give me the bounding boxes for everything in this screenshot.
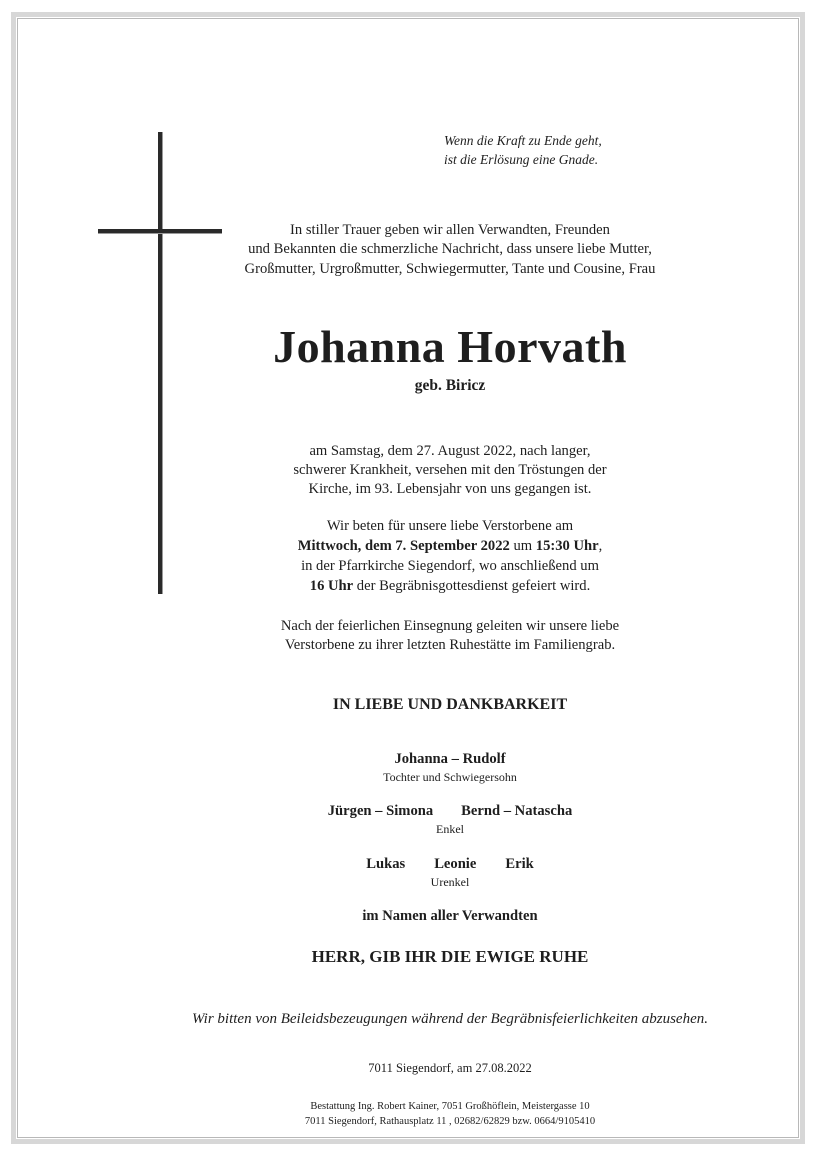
service-time: 15:30 Uhr [535,538,599,554]
burial-line-2: Verstorbene zu ihrer letzten Ruhestätte im Familiengrab. [284,637,616,653]
grandchildren-role: Enkel [436,822,464,836]
mass-time: 16 Uhr [309,578,354,594]
undertaker-line-2: 7011 Siegendorf, Rathausplatz 11 , 02682/62829 bzw. 0664/9105410 [304,1116,596,1127]
intro-line-3: Großmutter, Urgroßmutter, Schwiegermutter, Tante und Cousine, Frau [244,261,656,277]
gratitude-heading: IN LIEBE UND DANKBARKEIT [332,696,568,713]
great-grandchildren-role: Urenkel [430,875,470,889]
intro-line-1: In stiller Trauer geben wir allen Verwandten, Freunden [290,222,610,238]
grandchildren-pair-2: Bernd – Natascha [461,803,573,819]
great-grandchild: Erik [505,856,534,872]
grandchildren-names [40,803,820,820]
burial-line-1: Nach der feierlichen Einsegnung geleiten wir unsere liebe [280,618,620,634]
death-notice-line-3: Kirche, im 93. Lebensjahr von uns gegangen ist. [308,481,592,497]
great-grandchild: Leonie [434,856,477,872]
intro-line-2: und Bekannten die schmerzliche Nachricht, dass unsere liebe Mutter, [248,241,652,257]
motto-line-1: Wenn die Kraft zu Ende geht, [444,133,602,148]
condolence-note: Wir bitten von Beileidsbezeugungen während der Begräbnisfeierlichkeiten abzusehen. [192,1011,708,1027]
service-line-1: Wir beten für unsere liebe Verstorbene am [326,518,574,534]
children-names: Johanna – Rudolf [394,751,506,767]
grandchildren-pair-1: Jürgen – Simona [327,803,434,819]
birth-name: geb. Biricz [414,377,486,394]
great-grandchild: Lukas [366,856,406,872]
children-role: Tochter und Schwiegersohn [383,770,517,784]
place-date: 7011 Siegendorf, am 27.08.2022 [368,1061,532,1075]
service-line-2: Mittwoch, dem 7. September 2022 um 15:30 Uhr, [297,538,603,554]
death-notice-line-2: schwerer Krankheit, versehen mit den Tröstungen der [293,462,607,478]
undertaker-line-1: Bestattung Ing. Robert Kainer, 7051 Großhöflein, Meistergasse 10 [310,1101,590,1112]
deceased-name: Johanna Horvath [273,321,627,372]
service-line-3: in der Pfarrkirche Siegendorf, wo anschließend um [301,558,599,574]
service-line-4: 16 Uhr der Begräbnisgottesdienst gefeiert wird. [309,578,591,594]
death-notice-line-1: am Samstag, dem 27. August 2022, nach langer, [309,443,591,459]
prayer-heading: HERR, GIB IHR DIE EWIGE RUHE [311,947,589,966]
relatives-line: im Namen aller Verwandten [362,908,538,924]
great-grandchildren-names [40,856,820,873]
service-date: Mittwoch, dem 7. September 2022 [297,538,510,554]
motto-line-2: ist die Erlösung eine Gnade. [444,152,599,167]
